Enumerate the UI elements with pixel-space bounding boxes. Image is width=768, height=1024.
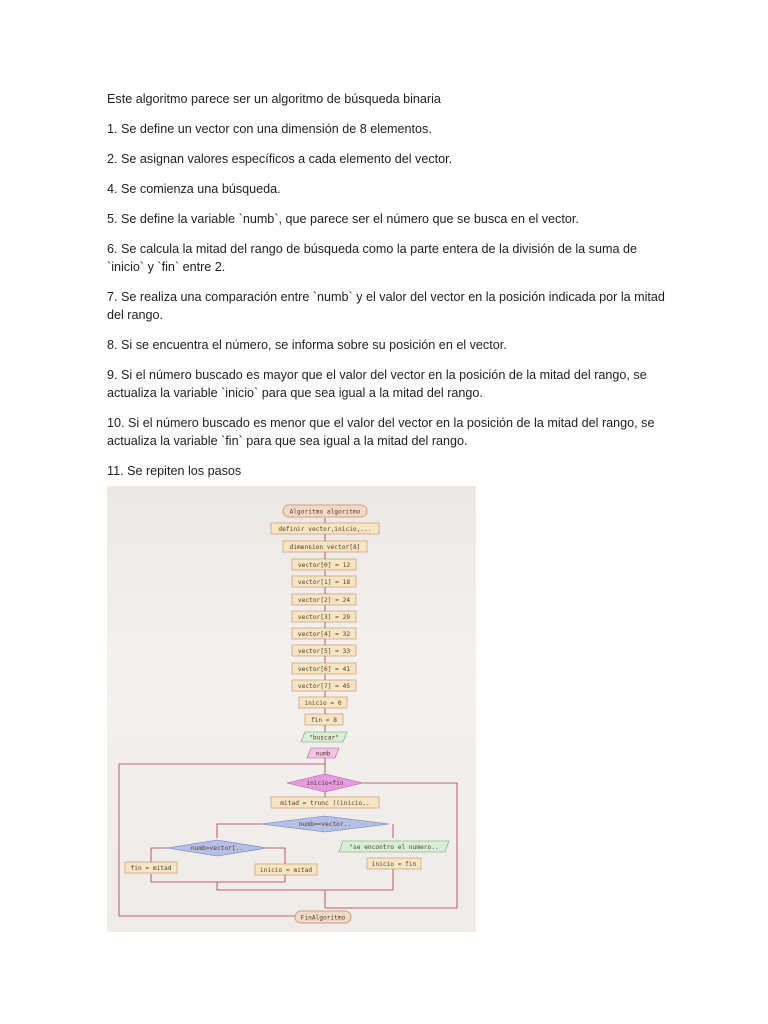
end-node xyxy=(295,911,351,923)
document-body xyxy=(107,90,667,492)
svg-text:vector[2] = 24: vector[2] = 24 xyxy=(297,597,351,604)
svg-text:numb>vector[..: numb>vector[.. xyxy=(190,845,244,852)
start-node xyxy=(283,505,367,517)
svg-text:inicio = 0: inicio = 0 xyxy=(304,700,342,707)
svg-text:vector[0] = 12: vector[0] = 12 xyxy=(297,562,351,569)
svg-text:mitad = trunc ((inicio..: mitad = trunc ((inicio.. xyxy=(280,800,370,807)
step-6: 6. Se calcula la mitad del rango de búsqueda como la parte entera de la división de la suma de `inicio` y `fin` entre 2. xyxy=(107,242,637,274)
assign-node xyxy=(292,611,356,622)
svg-text:FinAlgoritmo: FinAlgoritmo xyxy=(300,914,346,922)
step-1: 1. Se define un vector con una dimensión de 8 elementos. xyxy=(107,122,432,136)
svg-text:vector[6] = 41: vector[6] = 41 xyxy=(297,666,351,673)
svg-text:numb==vector..: numb==vector.. xyxy=(298,821,352,828)
assign-node xyxy=(305,714,343,725)
assign-node xyxy=(292,594,356,605)
define-node xyxy=(271,523,379,534)
input-numb-node xyxy=(307,748,339,758)
assign-node xyxy=(292,576,356,587)
intro-paragraph: Este algoritmo parece ser un algoritmo de búsqueda binaria xyxy=(107,92,441,106)
step-7: 7. Se realiza una comparación entre `numb` y el valor del vector en la posición indicada por la mitad del rango. xyxy=(107,290,665,322)
svg-text:vector[1] = 18: vector[1] = 18 xyxy=(297,579,351,586)
assign-node xyxy=(292,628,356,639)
dimension-node xyxy=(283,541,367,552)
step-11: 11. Se repiten los pasos xyxy=(107,464,242,478)
svg-text:Algoritmo algoritmo: Algoritmo algoritmo xyxy=(289,508,361,516)
found-output-node xyxy=(339,841,449,852)
svg-text:vector[3] = 29: vector[3] = 29 xyxy=(297,614,351,621)
svg-text:numb: numb xyxy=(315,750,331,758)
svg-text:"buscar": "buscar" xyxy=(309,734,339,742)
step-10: 10. Si el número buscado es menor que el valor del vector en la posición de la mitad del rango, se actualiza la variable `fin` para que sea igual a la mitad del rango. xyxy=(107,416,655,448)
step-2: 2. Se asignan valores específicos a cada elemento del vector. xyxy=(107,152,453,166)
svg-text:dimension vector[8]: dimension vector[8] xyxy=(289,544,361,551)
svg-text:definir vector,inicio,...: definir vector,inicio,... xyxy=(278,526,372,533)
gt-decision xyxy=(167,840,267,856)
assign-node xyxy=(299,697,347,708)
svg-text:vector[4] = 32: vector[4] = 32 xyxy=(297,631,351,638)
assign-node xyxy=(292,663,356,674)
svg-text:fin = mitad: fin = mitad xyxy=(130,865,172,872)
output-buscar-node xyxy=(301,732,347,742)
svg-text:inicio<fin: inicio<fin xyxy=(306,780,344,787)
step-8: 8. Si se encuentra el número, se informa sobre su posición en el vector. xyxy=(107,338,507,352)
inicio-fin-node xyxy=(367,858,421,869)
eq-decision xyxy=(261,816,389,832)
svg-text:vector[5] = 33: vector[5] = 33 xyxy=(297,648,351,655)
assign-node xyxy=(292,680,356,691)
flowchart-diagram xyxy=(107,486,476,932)
step-9: 9. Si el número buscado es mayor que el valor del vector en la posición de la mitad del rango, se actualiza la variable `inicio` para que sea igual a la mitad del rango. xyxy=(107,368,647,400)
step-4: 4. Se comienza una búsqueda. xyxy=(107,182,281,196)
flowchart-photo xyxy=(107,486,476,932)
svg-text:inicio = fin: inicio = fin xyxy=(371,861,417,868)
inicio-mitad-node xyxy=(255,864,317,875)
mitad-node xyxy=(271,797,379,808)
while-decision xyxy=(287,774,363,792)
svg-text:vector[7] = 45: vector[7] = 45 xyxy=(297,683,351,690)
step-5: 5. Se define la variable `numb`, que parece ser el número que se busca en el vector. xyxy=(107,212,579,226)
assign-node xyxy=(292,645,356,656)
fin-mitad-node xyxy=(125,862,177,873)
assign-node xyxy=(292,559,356,570)
svg-text:fin = 8: fin = 8 xyxy=(310,717,338,724)
svg-text:"se encontro el numero..: "se encontro el numero.. xyxy=(349,844,439,851)
svg-text:inicio = mitad: inicio = mitad xyxy=(259,867,313,874)
